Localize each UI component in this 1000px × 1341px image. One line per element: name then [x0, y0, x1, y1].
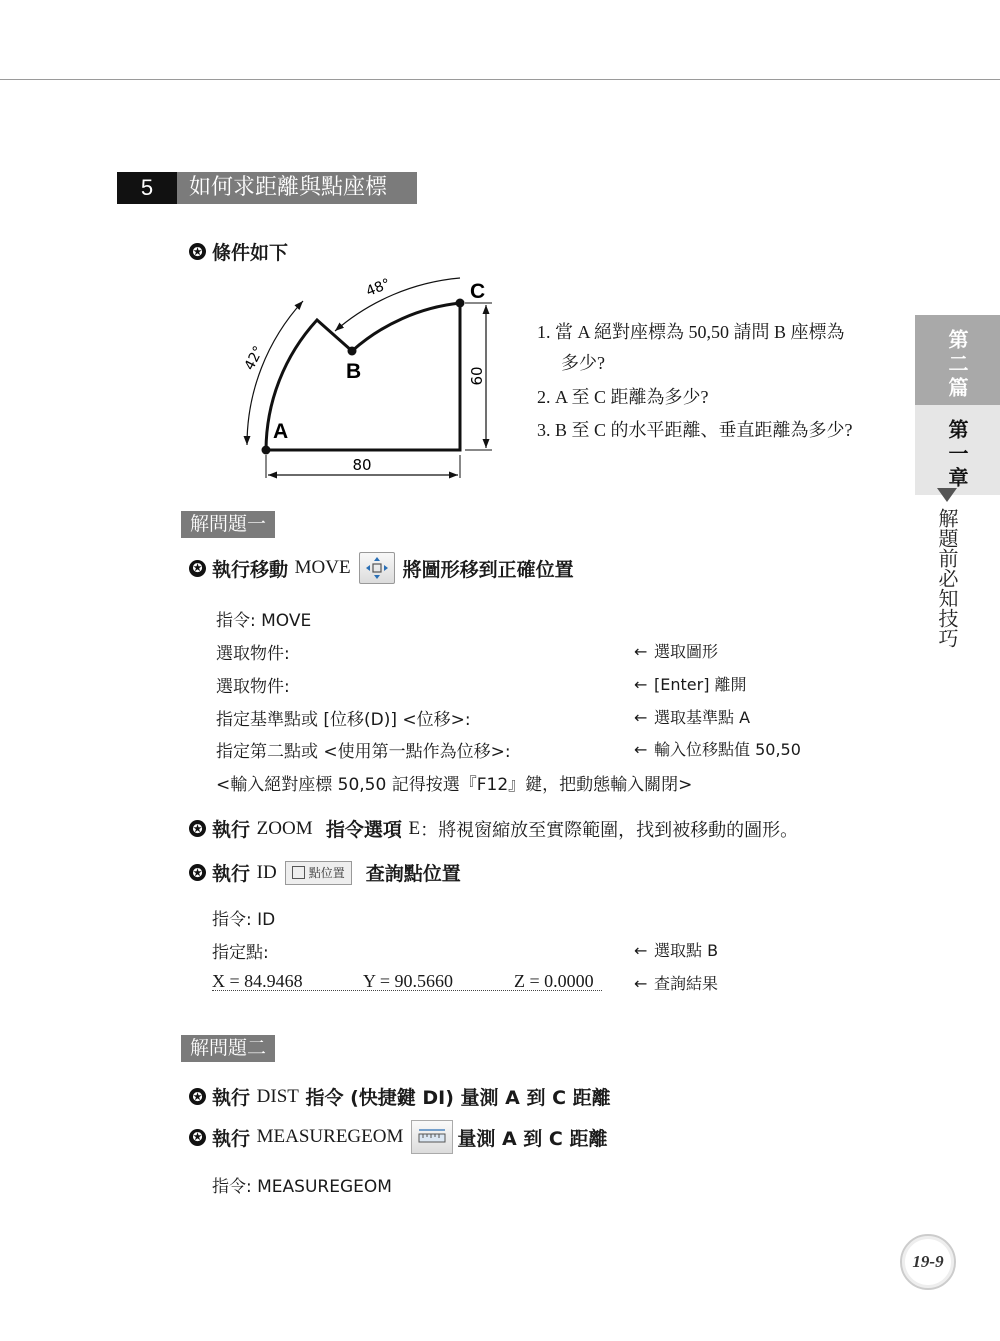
move-cmd-4: 指定第二點或 <使用第一點作為位移>:: [216, 742, 511, 762]
move-cmd-3: 指定基準點或 [位移(D)] <位移>:: [216, 710, 471, 730]
measuregeom-cmd: 指令: MEASUREGEOM: [212, 1177, 392, 1197]
side-tab-topic: 解題前必知技巧: [935, 508, 959, 648]
id-cmt-1: ← 選取點 B: [634, 941, 719, 960]
side-tab-chapter-text: 第一章: [945, 419, 969, 491]
star-bullet-icon: ✪: [189, 864, 206, 881]
star-bullet-icon: ✪: [189, 1088, 206, 1105]
move-note: <輸入絕對座標 50,50 記得按選『F12』鍵，把動態輸入關閉>: [216, 775, 693, 795]
question-3: 3. B 至 C 的水平距離、垂直距離為多少?: [537, 420, 853, 440]
conditions-heading-text: 條件如下: [212, 242, 289, 264]
page-number: 19-9: [900, 1234, 956, 1290]
question-2: 2. A 至 C 距離為多少?: [537, 387, 709, 407]
move-cmd-0: 指令: MOVE: [216, 611, 312, 631]
question-1: 1. 當 A 絕對座標為 50,50 請問 B 座標為: [537, 322, 845, 342]
id-bullet: ✪ 執行 ID 點位置 查詢點位置: [189, 859, 461, 886]
point-c: [456, 299, 465, 308]
side-tab-part: [915, 315, 1000, 405]
star-bullet-icon: ✪: [189, 820, 206, 837]
side-tab-chapter: [915, 405, 1000, 495]
section-title: 如何求距離與點座標: [177, 172, 417, 204]
move-bullet: ✪ 執行移動 MOVE 將圖形移到正確位置: [189, 552, 574, 584]
shape-outline: [266, 303, 460, 450]
id-result-y: Y = 90.5660: [363, 971, 453, 991]
measure-ruler-icon: [411, 1120, 453, 1154]
measuregeom-bullet: ✪ 執行 MEASUREGEOM 量測 A 到 C 距離: [189, 1120, 607, 1154]
id-result-comment: ← 查詢結果: [634, 974, 719, 993]
dist-bullet: ✪ 執行 DIST 指令 (快捷鍵 DI) 量測 A 到 C 距離: [189, 1083, 611, 1110]
question-1-cont: 多少?: [561, 353, 605, 373]
star-bullet-icon: ✪: [189, 560, 206, 577]
id-result-x: X = 84.9468: [212, 971, 303, 991]
id-tool-button: 點位置: [285, 861, 352, 885]
point-a: [262, 446, 271, 455]
side-tab-triangle-icon: [937, 488, 957, 502]
move-cmt-4: ← 輸入位移點值 50,50: [634, 740, 801, 759]
id-cmd-1: 指定點:: [212, 943, 269, 963]
conditions-heading: [189, 238, 288, 265]
move-tool-icon: [359, 552, 395, 584]
id-result-z: Z = 0.0000: [514, 971, 594, 991]
move-cmd-1: 選取物件:: [216, 644, 290, 664]
header-rule: [0, 79, 1000, 80]
move-cmt-3: ← 選取基準點 A: [634, 708, 751, 727]
label-a: A: [273, 420, 289, 443]
label-dim-80: 80: [352, 456, 372, 474]
zoom-bullet: ✪ 執行 ZOOM 指令選項 E ：將視窗縮放至實際範圍，找到被移動的圖形。: [189, 815, 798, 842]
star-bullet-icon: ✪: [189, 1129, 206, 1146]
label-b: B: [346, 360, 362, 383]
label-c: C: [470, 280, 486, 303]
move-cmd-2: 選取物件:: [216, 677, 290, 697]
star-bullet-icon: ✪: [189, 243, 206, 260]
label-angle-42: 42°: [241, 343, 268, 373]
move-cmt-2: ← [Enter] 離開: [634, 675, 747, 694]
solution-1-tag: 解問題一: [181, 511, 275, 538]
geometry-diagram: [230, 262, 510, 484]
section-number: 5: [117, 172, 177, 204]
point-b: [348, 347, 357, 356]
solution-2-tag: 解問題二: [181, 1035, 275, 1062]
id-cmd-0: 指令: ID: [212, 910, 276, 930]
side-tab-part-text: 第二篇: [945, 329, 969, 401]
move-cmt-1: ← 選取圖形: [634, 642, 719, 661]
locate-point-icon: [292, 866, 305, 879]
label-angle-48: 48°: [363, 275, 393, 300]
label-dim-60: 60: [468, 366, 486, 386]
